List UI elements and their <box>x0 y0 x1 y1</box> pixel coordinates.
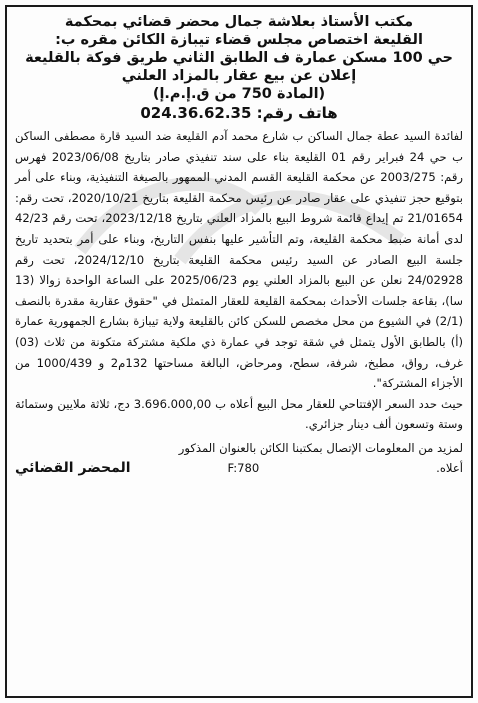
phone-label: هاتف رقم: <box>256 104 338 122</box>
notice-paragraph-price: حيث حدد السعر الإفتتاحي للعقار محل البيع أعلاه ب 3.696.000,00 دج، ثلاثة ملايين وستمائة وستة وتسعون ألف دينار جزائري. <box>15 396 463 432</box>
jurisdiction-line: القليعة اختصاص مجلس قضاء تيبازة الكائن مقره ب: <box>55 32 423 48</box>
contact-info-line: لمزيد من المعلومات الإتصال بمكتبنا الكائن بالعنوان المذكور <box>178 440 463 455</box>
bailiff-signature-label: المحضر القضائي <box>15 459 131 476</box>
notice-header <box>15 13 463 103</box>
legal-article-reference: (المادة 750 من ق.إ.م.إ) <box>152 86 326 102</box>
notice-title: إعلان عن بيع عقار بالمزاد العلني <box>121 68 357 84</box>
signature-row <box>15 459 463 477</box>
notice-paragraph-main: لفائدة السيد عطة جمال الساكن ب شارع محمد آدم القليعة ضد السيد قارة مصطفى الساكن ب حي 24 فبراير رقم 01 القليعة بناء على سند تنفيذي صادر بتاريخ 2023/06/08 فهرس رقم: 2003/275 عن محكمة القليعة القسم المدني الممهور بالصيغة التنفيذية، وبناء على أمر بتوقيع حجز تنفيذي على عقار صادر عن رئيس محكمة القليعة بتاريخ 2020/10/21، تحت رقم: 21/01654 تم إيداع قائمة شروط البيع بالمزاد العلني بتاريخ 2023/12/18، تحت رقم 42/23 لدى أمانة ضبط محكمة القليعة، وتم التأشير عليها بنفس التاريخ، وبناء على أمر بتحديد تاريخ جلسة البيع الصادر عن السيد رئيس محكمة القليعة بتاريخ 2024/12/10، تحت رقم 24/02928 نعلن عن البيع بالمزاد العلني يوم 2025/06/23 على الساعة الواحدة زوالا (13 سا)، بقاعة جلسات الأحداث بمحكمة القليعة للعقار المتمثل في "حقوق عقارية مقدرة بالنصف (2/1) في الشيوع من محل مخصص للسكن كائن بالقليعة ولاية تيبازة بشارع الجمهورية عمارة (أ) بالطابق الأول يتمثل في شقة توجد في عمارة ذي ملكية مشتركة متكونة من ثلاث (03) غرف، رواق، مطبخ، شرفة، سطح، ومرحاض، البالغة مساحتها 132م2 و 1000/439 من الأجزاء المشتركة". <box>15 129 464 391</box>
contact-info-end: أعلاه. <box>436 460 463 475</box>
office-address-line: حي 100 مسكن عمارة ف الطابق الثاني طريق فوكة بالقليعة <box>25 50 453 66</box>
notice-footer <box>15 439 463 477</box>
phone-number: 024.36.62.35 <box>140 104 252 122</box>
office-name-line: مكتب الأستاذ بعلاشة جمال محضر قضائي بمحكمة <box>64 14 414 30</box>
phone-line <box>15 104 463 122</box>
legal-notice-frame <box>5 5 473 698</box>
notice-body <box>15 126 463 435</box>
reference-code: F:780 <box>227 460 260 475</box>
